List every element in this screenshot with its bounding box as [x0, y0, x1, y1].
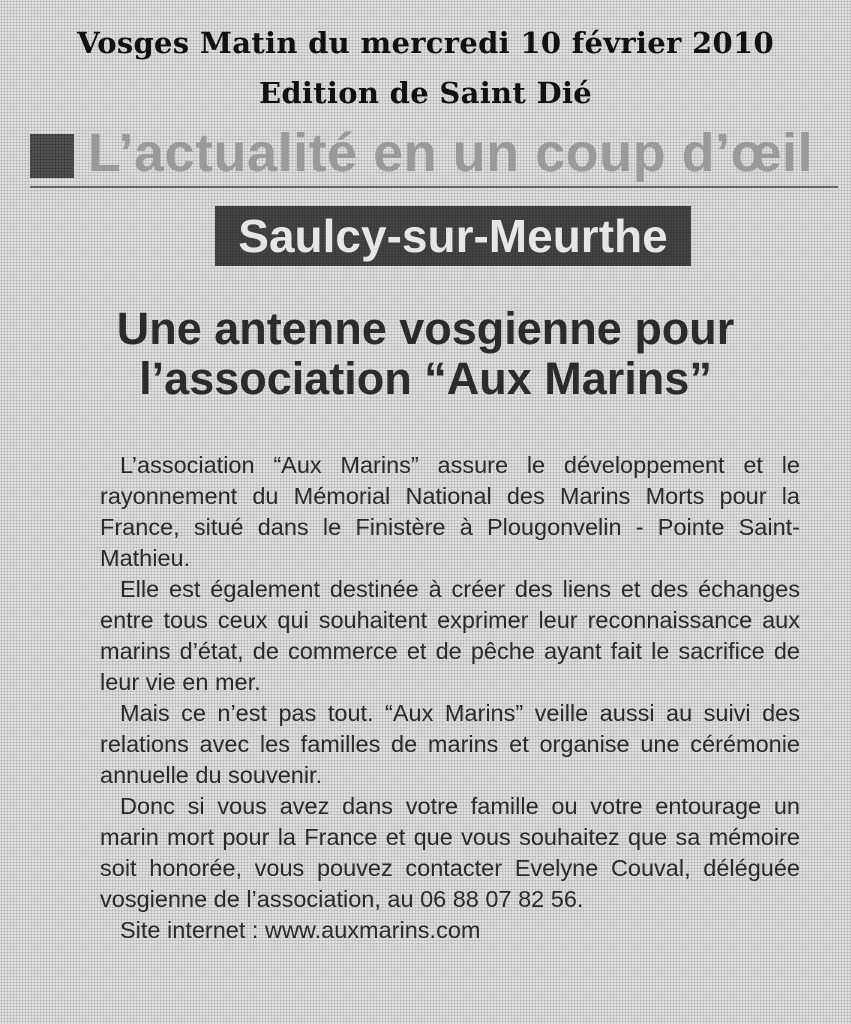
headline-line-2: l’association “Aux Marins”: [139, 353, 712, 404]
rubric-square-icon: [30, 134, 74, 178]
rubric-title: L’actualité en un coup d’œil: [88, 123, 814, 183]
article-paragraph-4: Donc si vous avez dans votre famille ou votre entourage un marin mort pour la France et que vous souhaitez que sa mémoire soit honorée, vous pouvez contacter Evelyne Couval, déléguée vosgienne de l’association, au 06 88 07 82 56.: [100, 793, 800, 912]
headline-line-1: Une antenne vosgienne pour: [116, 303, 735, 354]
location-banner: [215, 206, 691, 266]
article-body: [100, 450, 800, 946]
publication-line: Vosges Matin du mercredi 10 février 2010: [77, 26, 774, 60]
location-label: Saulcy-sur-Meurthe: [238, 210, 668, 262]
edition-line: Edition de Saint Dié: [258, 76, 593, 110]
article-paragraph-3: Mais ce n’est pas tout. “Aux Marins” veille aussi au suivi des relations avec les familles de marins et organise une cérémonie annuelle du souvenir.: [100, 700, 800, 788]
article-paragraph-1: L’association “Aux Marins” assure le développement et le rayonnement du Mémorial National des Marins Morts pour la France, situé dans le Finistère à Plougonvelin - Pointe Saint-Mathieu.: [100, 452, 800, 571]
website-line: Site internet : www.auxmarins.com: [120, 917, 481, 943]
article-headline: [60, 304, 791, 404]
article-paragraph-2: Elle est également destinée à créer des liens et des échanges entre tous ceux qui souhaitent exprimer leur reconnaissance aux marins d’état, de commerce et de pêche ayant fait le sacrifice de leur vie en mer.: [100, 576, 800, 695]
rubric-bar: [30, 123, 838, 188]
